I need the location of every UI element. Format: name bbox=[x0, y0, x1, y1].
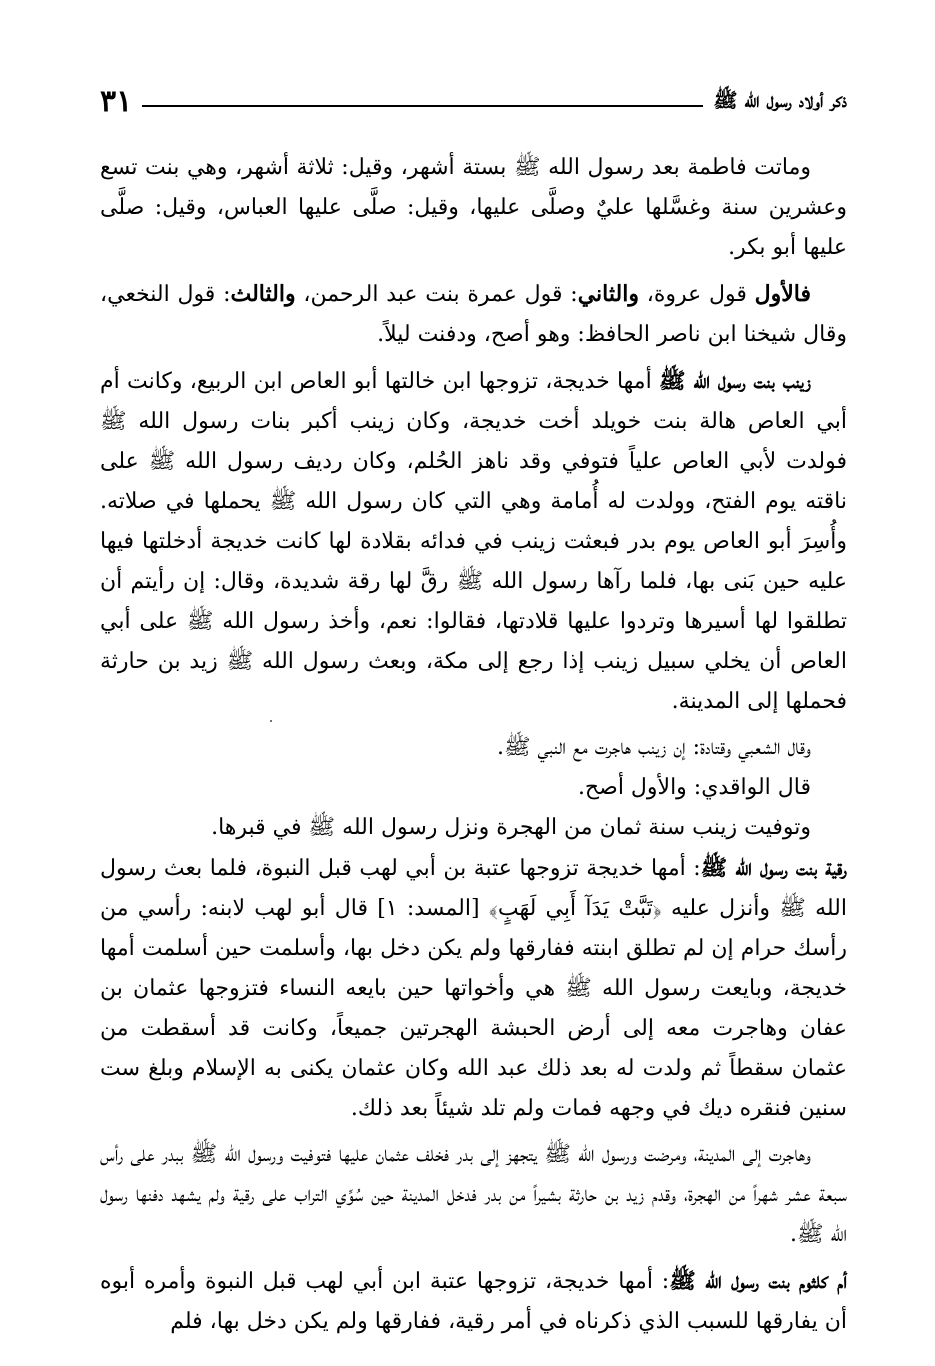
header-rule bbox=[142, 105, 703, 107]
paragraph-text: وقال الشعبي وقتادة: إن زينب هاجرت مع النبي ﷺ. bbox=[496, 735, 811, 760]
paragraph-text: : أمها خديجة، تزوجها عتبة ابن أبي لهب قبل النبوة وأمره أبوه أن يفارقها للسبب الذي ذكرناه في أمر رقية، ففارقها ولم يكن دخل بها، فلم bbox=[100, 1269, 847, 1334]
lead-first: فالأول bbox=[754, 281, 811, 307]
paragraph-waqidi bbox=[100, 768, 847, 808]
paragraph-ruqayya-death bbox=[100, 1135, 847, 1255]
paragraph-umm-kulthum bbox=[100, 1261, 847, 1342]
page-header bbox=[100, 82, 847, 122]
lead-second: والثاني bbox=[577, 281, 639, 307]
scan-speck bbox=[270, 720, 272, 722]
page-body bbox=[100, 148, 847, 1342]
paragraph-opinions bbox=[100, 274, 847, 355]
paragraph-shabi bbox=[100, 728, 847, 768]
paragraph-text: : قول النخعي، وقال شيخنا ابن ناصر الحافظ: وهو أصح، ودفنت ليلاً. bbox=[100, 282, 847, 347]
paragraph-fatima-death bbox=[100, 148, 847, 268]
paragraph-zaynab-death bbox=[100, 808, 847, 848]
section-heading-zaynab: زينب بنت رسول الله ﷺ bbox=[658, 368, 811, 394]
paragraph-text: قال الواقدي: والأول أصح. bbox=[577, 775, 811, 800]
paragraph-zaynab bbox=[100, 361, 847, 722]
paragraph-text: وماتت فاطمة بعد رسول الله ﷺ بستة أشهر، وقيل: ثلاثة أشهر، وهي بنت تسع وعشرين سنة وغسَّلها عليٌ وصلَّى عليها، وقيل: صلَّى عليها العباس، وقيل: صلَّى عليها أبو بكر. bbox=[100, 155, 847, 260]
paragraph-text: : أمها خديجة تزوجها عتبة بن أبي لهب قبل النبوة، فلما بعث رسول الله ﷺ وأنزل عليه ﴿تَبَّتْ يَدَآ أَبِي لَهَبٍ﴾ [المسد: ١] قال أبو لهب لابنه: رأسي من رأسك حرام إن لم تطلق ابنته ففارقها ولم يكن دخل بها، وأسلمت حين أسلمت أمها خديجة، وبايعت رسول الله ﷺ هي وأخواتها حين بايعه النساء فتزوجها عثمان بن عفان وهاجرت معه إلى أرض الحبشة الهجرتين جميعاً، وكانت قد أسقطت من عثمان سقطاً ثم ولدت له بعد ذلك عبد الله وكان عثمان يكنى به الإسلام وبلغ ست سنين فنقره ديك في وجهه فمات ولم تلد شيئاً بعد ذلك. bbox=[100, 856, 847, 1121]
paragraph-ruqayya bbox=[100, 848, 847, 1129]
paragraph-text: قول عروة، bbox=[638, 282, 755, 307]
paragraph-text: : قول عمرة بنت عبد الرحمن، bbox=[295, 282, 578, 307]
running-title: ذكر أولاد رسول الله ﷺ bbox=[713, 87, 847, 112]
paragraph-text: وتوفيت زينب سنة ثمان من الهجرة ونزل رسول الله ﷺ في قبرها. bbox=[211, 815, 811, 840]
paragraph-text: أمها خديجة، تزوجها ابن خالتها أبو العاص ابن الربيع، وكانت أم أبي العاص هالة بنت خويلد أخت خديجة، وكان زينب أكبر بنات رسول الله ﷺ فولدت لأبي العاص علياً فتوفي وقد ناهز الحُلم، وكان رديف رسول الله ﷺ على ناقته يوم الفتح، وولدت له أُمامة وهي التي كان رسول الله ﷺ يحملها في صلاته. وأُسِرَ أبو العاص يوم بدر فبعثت زينب في فدائه بقلادة لها كانت خديجة أدخلتها فيها عليه حين بَنى بها، فلما رآها رسول الله ﷺ رقَّ لها رقة شديدة، وقال: إن رأيتم أن تطلقوا لها أسيرها وتردوا عليها قلادتها، فقالوا: نعم، وأخذ رسول الله ﷺ على أبي العاص أن يخلي سبيل زينب إذا رجع إلى مكة، وبعث رسول الله ﷺ زيد بن حارثة فحملها إلى المدينة. bbox=[100, 369, 847, 714]
paragraph-text: وهاجرت إلى المدينة، ومرضت ورسول الله ﷺ يتجهز إلى بدر فخلف عثمان عليها فتوفيت ورسول الله ﷺ ببدر على رأس سبعة عشر شهراً من الهجرة، وقدم زيد بن حارثة بشيراً من بدر فدخل المدينة حين سُوِّي التراب على رقية ولم يشهد دفنها رسول الله ﷺ. bbox=[100, 1142, 847, 1247]
section-heading-ruqayya: رقية بنت رسول الله ﷺ bbox=[700, 855, 848, 881]
section-heading-umm-kulthum: أم كلثوم بنت رسول الله ﷺ bbox=[669, 1268, 847, 1294]
page-number: ٣١ bbox=[100, 84, 133, 119]
lead-third: والثالث bbox=[230, 281, 296, 307]
